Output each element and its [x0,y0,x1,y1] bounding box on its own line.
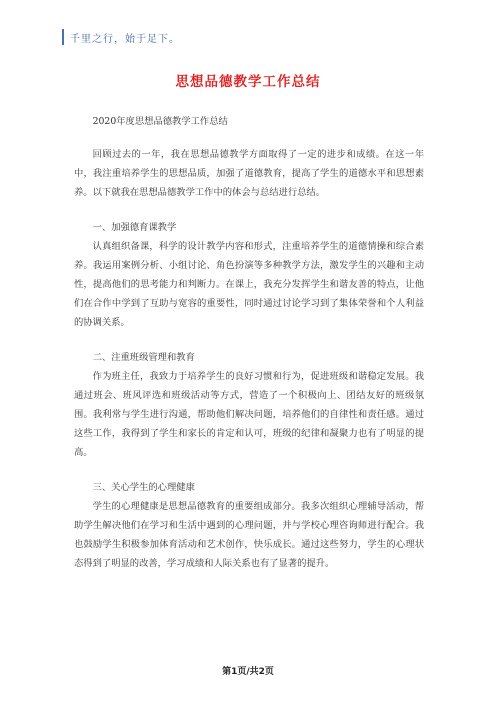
page-header [62,26,180,48]
section-3-heading: 三、关心学生的心理健康 [92,482,195,493]
document-body [74,112,424,573]
header-motto: 千里之行，始于足下。 [70,33,180,45]
section-2-body: 作为班主任，我致力于培养学生的良好习惯和行为，促进班级和谐稳定发展。我通过班会、班风评选和班级活动等方式，营造了一个积极向上、团结友好的班级氛围。我利常与学生进行沟通，帮助他们解决问题，培养他们的自律性和责任感。通过这些工作，我得到了学生和家长的肯定和认可，班级的纪律和凝聚力也有了明显的提高。 [74,371,424,458]
section-1-heading: 一、加强德育课教学 [92,222,177,233]
section-1-body: 认真组织备课，科学的设计教学内容和形式，注重培养学生的道德情操和综合素养。我运用案例分析、小组讨论、角色扮演等多种教学方法，激发学生的兴趣和主动性，提高他们的思考能力和判断力。在课上，我充分发挥学生和谐友善的特点，让他们在合作中学到了互助与宽容的重要性，同时通过讨论学习到了集体荣誉和个人利益的协调关系。 [74,241,424,328]
document-title: 思想品德教学工作总结 [175,74,321,90]
document-subtitle: 2020年度思想品德教学工作总结 [92,116,228,127]
header-accent-bar [62,29,64,45]
section-2-heading: 二、注重班级管理和教育 [92,352,195,363]
section-3-body: 学生的心理健康是思想品德教育的重要组成部分。我多次组织心理辅导活动，帮助学生解决他们在学习和生活中遇到的心理问题，并与学校心理咨询师进行配合。我也鼓励学生积极参加体育活动和艺术创作，快乐成长。通过这些努力，学生的心理状态得到了明显的改善，学习成绩和人际关系也有了显著的提升。 [74,501,424,569]
intro-paragraph: 回顾过去的一年，我在思想品德教学方面取得了一定的进步和成绩。在这一年中，我注重培养学生的思想品质，加强了道德教育，提高了学生的道德水平和思想素养。以下就我在思想品德教学工作中的体会与总结进行总结。 [74,149,424,198]
page-indicator: 第1页/共2页 [222,667,274,677]
